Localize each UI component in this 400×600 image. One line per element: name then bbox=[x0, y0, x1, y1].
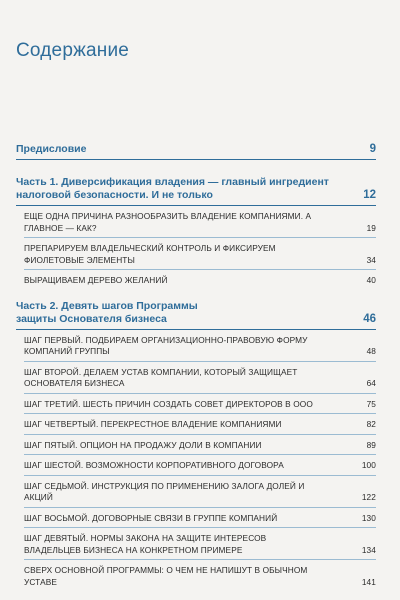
toc-item-title: ШАГ ВТОРОЙ. ДЕЛАЕМ УСТАВ КОМПАНИИ, КОТОРЫЙ ЗАЩИЩАЕТ ОСНОВАТЕЛЯ БИЗНЕСА bbox=[24, 366, 298, 388]
toc-entry-page: 9 bbox=[369, 143, 376, 155]
toc-item-title: ШАГ СЕДЬМОЙ. ИНСТРУКЦИЯ ПО ПРИМЕНЕНИЮ ЗАЛОГА ДОЛЕЙ И АКЦИЙ bbox=[24, 480, 305, 502]
toc-part-title: Часть 2. Девять шагов Программы защиты Основателя бизнеса bbox=[16, 299, 198, 325]
toc-part-2-items bbox=[24, 330, 376, 592]
toc-item-page: 82 bbox=[366, 419, 376, 429]
toc-part-1-items bbox=[24, 206, 376, 290]
toc-entry-preface[interactable] bbox=[16, 143, 376, 160]
toc-item-title: ЕЩЕ ОДНА ПРИЧИНА РАЗНООБРАЗИТЬ ВЛАДЕНИЕ КОМПАНИЯМИ. А ГЛАВНОЕ — КАК? bbox=[24, 211, 312, 233]
toc-part-page: 12 bbox=[363, 189, 376, 201]
toc-item[interactable] bbox=[24, 206, 376, 238]
toc-item[interactable] bbox=[24, 560, 376, 591]
toc-item[interactable] bbox=[24, 394, 376, 415]
toc-item[interactable] bbox=[24, 508, 376, 529]
page-title: Содержание bbox=[16, 40, 130, 61]
toc-item-title: ШАГ ПЯТЫЙ. ОПЦИОН НА ПРОДАЖУ ДОЛИ В КОМПАНИИ bbox=[24, 439, 262, 450]
toc-item[interactable] bbox=[24, 270, 376, 290]
toc-item-title: ШАГ ВОСЬМОЙ. ДОГОВОРНЫЕ СВЯЗИ В ГРУППЕ КОМПАНИЙ bbox=[24, 512, 278, 523]
toc-item-page: 100 bbox=[361, 460, 376, 470]
toc-item[interactable] bbox=[24, 238, 376, 270]
toc-item-page: 134 bbox=[361, 544, 376, 555]
toc-item-title: ВЫРАЩИВАЕМ ДЕРЕВО ЖЕЛАНИЙ bbox=[24, 275, 168, 285]
toc-part-1[interactable] bbox=[16, 176, 376, 206]
toc-part-page: 46 bbox=[363, 312, 376, 325]
spacer bbox=[16, 160, 376, 176]
toc-item-page: 48 bbox=[366, 346, 376, 356]
toc-item[interactable] bbox=[24, 528, 376, 560]
toc-item-page: 141 bbox=[361, 576, 376, 587]
toc-part-title: Часть 1. Диверсификация владения — главный ингредиент налоговой безопасности. И не только bbox=[16, 176, 329, 201]
toc-entry-title: Предисловие bbox=[16, 143, 87, 155]
toc-item[interactable] bbox=[24, 435, 376, 456]
toc-item[interactable] bbox=[24, 362, 376, 394]
toc-item[interactable] bbox=[24, 476, 376, 508]
toc-item[interactable] bbox=[24, 455, 376, 476]
toc-item-title: ШАГ ПЕРВЫЙ. ПОДБИРАЕМ ОРГАНИЗАЦИОННО-ПРАВОВУЮ ФОРМУ КОМПАНИЙ ГРУППЫ bbox=[24, 334, 308, 356]
toc-item-page: 40 bbox=[366, 275, 376, 285]
toc-item-page: 89 bbox=[366, 439, 376, 450]
toc-item-page: 34 bbox=[366, 254, 376, 265]
toc-item-title: ПРЕПАРИРУЕМ ВЛАДЕЛЬЧЕСКИЙ КОНТРОЛЬ И ФИКСИРУЕМ ФИОЛЕТОВЫЕ ЭЛЕМЕНТЫ bbox=[24, 243, 276, 265]
toc-item[interactable] bbox=[24, 414, 376, 435]
spacer bbox=[16, 290, 376, 300]
toc-item-title: ШАГ ДЕВЯТЫЙ. НОРМЫ ЗАКОНА НА ЗАЩИТЕ ИНТЕРЕСОВ ВЛАДЕЛЬЦЕВ БИЗНЕСА НА КОНКРЕТНОМ ПРИМЕРЕ bbox=[24, 533, 267, 555]
toc-item-title: СВЕРХ ОСНОВНОЙ ПРОГРАММЫ: О ЧЕМ НЕ НАПИШУТ В ОБЫЧНОМ УСТАВЕ bbox=[24, 565, 308, 587]
toc-item-page: 19 bbox=[366, 222, 376, 233]
toc-item-page: 122 bbox=[361, 492, 376, 502]
toc-item-page: 130 bbox=[361, 512, 376, 523]
toc-part-2[interactable] bbox=[16, 300, 376, 330]
toc-item-page: 75 bbox=[366, 398, 376, 409]
toc-item-title: ШАГ ЧЕТВЕРТЫЙ. ПЕРЕКРЕСТНОЕ ВЛАДЕНИЕ КОМПАНИЯМИ bbox=[24, 419, 282, 429]
toc-item-page: 64 bbox=[366, 378, 376, 388]
table-of-contents bbox=[16, 143, 376, 591]
toc-item[interactable] bbox=[24, 330, 376, 362]
toc-item-title: ШАГ ТРЕТИЙ. ШЕСТЬ ПРИЧИН СОЗДАТЬ СОВЕТ ДИРЕКТОРОВ В ООО bbox=[24, 398, 313, 409]
toc-item-title: ШАГ ШЕСТОЙ. ВОЗМОЖНОСТИ КОРПОРАТИВНОГО ДОГОВОРА bbox=[24, 460, 284, 470]
